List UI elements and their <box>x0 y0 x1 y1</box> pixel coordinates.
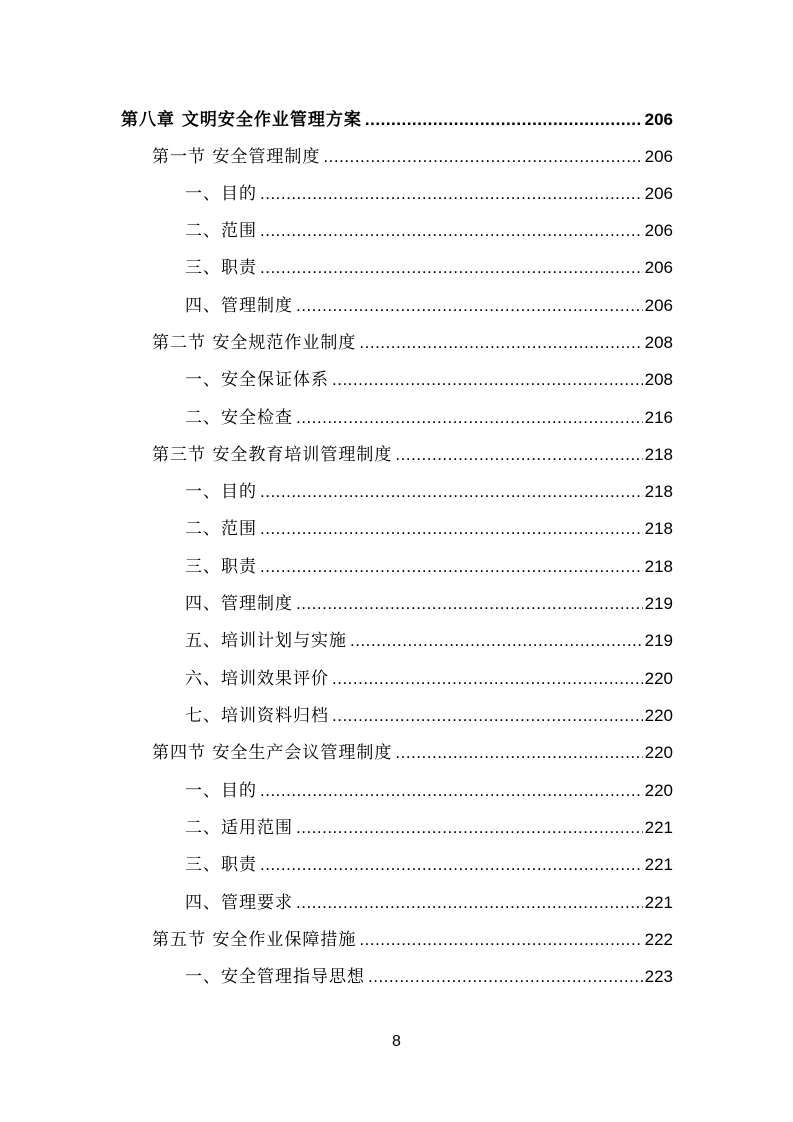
toc-entry-page: 219 <box>644 594 673 613</box>
toc-entry-page: 216 <box>644 408 673 427</box>
toc-leader-dots <box>260 780 643 802</box>
toc-entry-page: 218 <box>644 557 673 576</box>
toc-leader-dots <box>260 556 643 578</box>
toc-entry-label: 二、范围 <box>185 221 257 241</box>
toc-leader-dots <box>365 109 643 131</box>
toc-leader-dots <box>260 854 643 876</box>
toc-leader-dots <box>260 481 643 503</box>
toc-entry[interactable] <box>185 653 673 690</box>
toc-entry[interactable] <box>185 615 673 652</box>
page-number: 8 <box>392 1033 401 1050</box>
toc-entry[interactable] <box>185 765 673 802</box>
toc-entry[interactable] <box>185 839 673 876</box>
toc-entry[interactable] <box>152 429 673 466</box>
toc-leader-dots <box>296 892 643 914</box>
toc-entry-label: 一、目的 <box>185 482 257 502</box>
toc-entry-label: 第一节 安全管理制度 <box>152 147 321 167</box>
toc-entry-label: 第五节 安全作业保障措施 <box>152 930 357 950</box>
toc-leader-dots <box>296 593 643 615</box>
toc-entry-label: 二、适用范围 <box>185 818 293 838</box>
toc-entry-page: 221 <box>644 818 673 837</box>
toc-entry[interactable] <box>185 242 673 279</box>
toc-entry-label: 第八章 文明安全作业管理方案 <box>121 110 362 130</box>
toc-entry-label: 四、管理要求 <box>185 893 293 913</box>
toc-entry-page: 221 <box>644 893 673 912</box>
toc-entry[interactable] <box>185 802 673 839</box>
toc-leader-dots <box>332 668 643 690</box>
toc-leader-dots <box>260 183 643 205</box>
toc-entry-label: 四、管理制度 <box>185 296 293 316</box>
toc-entry-label: 三、职责 <box>185 855 257 875</box>
toc-entry-label: 一、安全管理指导思想 <box>185 967 365 987</box>
toc-entry[interactable] <box>185 354 673 391</box>
toc-entry-page: 208 <box>644 370 673 389</box>
toc-entry-label: 第二节 安全规范作业制度 <box>152 333 357 353</box>
toc-entry-label: 一、安全保证体系 <box>185 370 329 390</box>
toc-leader-dots <box>395 444 642 466</box>
toc-entry-label: 五、培训计划与实施 <box>185 631 347 651</box>
toc-leader-dots <box>296 295 643 317</box>
toc-leader-dots <box>359 929 642 951</box>
toc-entry[interactable] <box>185 578 673 615</box>
toc-leader-dots <box>296 817 643 839</box>
toc-entry[interactable] <box>152 727 673 764</box>
toc-entry-label: 四、管理制度 <box>185 594 293 614</box>
toc-entry-page: 206 <box>644 258 673 277</box>
toc-entry-page: 223 <box>644 967 673 986</box>
toc-entry[interactable] <box>185 951 673 988</box>
toc-leader-dots <box>260 518 643 540</box>
toc-entry-label: 七、培训资料归档 <box>185 706 329 726</box>
toc-leader-dots <box>260 220 643 242</box>
toc-entry[interactable] <box>185 503 673 540</box>
toc-entry[interactable] <box>121 94 673 131</box>
toc-entry-label: 一、目的 <box>185 781 257 801</box>
toc-entry-page: 206 <box>644 147 673 166</box>
toc-entry[interactable] <box>185 877 673 914</box>
toc-leader-dots <box>260 257 643 279</box>
toc-entry-page: 206 <box>644 296 673 315</box>
toc-entry[interactable] <box>185 280 673 317</box>
toc-leader-dots <box>359 332 642 354</box>
toc-leader-dots <box>395 742 642 764</box>
toc-entry-page: 219 <box>644 631 673 650</box>
toc-entry-label: 第三节 安全教育培训管理制度 <box>152 445 393 465</box>
toc-entry-page: 208 <box>644 333 673 352</box>
toc-entry-page: 206 <box>644 221 673 240</box>
toc-entry-label: 第四节 安全生产会议管理制度 <box>152 743 393 763</box>
toc-entry-page: 218 <box>644 482 673 501</box>
toc-entry-page: 220 <box>644 669 673 688</box>
toc-leader-dots <box>350 630 643 652</box>
toc-entry[interactable] <box>152 131 673 168</box>
toc-entry-page: 220 <box>644 706 673 725</box>
toc-entry-page: 218 <box>644 519 673 538</box>
toc-entry-label: 三、职责 <box>185 557 257 577</box>
toc-entry-page: 220 <box>644 781 673 800</box>
toc-entry[interactable] <box>185 392 673 429</box>
toc-entry[interactable] <box>185 168 673 205</box>
toc-entry-page: 218 <box>644 445 673 464</box>
toc-entry[interactable] <box>185 466 673 503</box>
toc-entry-page: 221 <box>644 855 673 874</box>
toc-entry-page: 206 <box>644 110 673 129</box>
toc-entry-page: 220 <box>644 743 673 762</box>
toc-leader-dots <box>296 407 643 429</box>
toc-entry-page: 206 <box>644 184 673 203</box>
toc-entry-label: 六、培训效果评价 <box>185 669 329 689</box>
toc-entry-label: 二、范围 <box>185 519 257 539</box>
toc-entry[interactable] <box>152 914 673 951</box>
toc-leader-dots <box>368 966 643 988</box>
toc-entry-label: 二、安全检查 <box>185 408 293 428</box>
toc-leader-dots <box>332 369 643 391</box>
toc-entry[interactable] <box>185 690 673 727</box>
toc-leader-dots <box>323 146 642 168</box>
toc-leader-dots <box>332 705 643 727</box>
toc-entry-page: 222 <box>644 930 673 949</box>
toc-entry[interactable] <box>152 317 673 354</box>
toc-entry[interactable] <box>185 205 673 242</box>
toc-entry[interactable] <box>185 541 673 578</box>
toc-entry-label: 三、职责 <box>185 258 257 278</box>
toc-entry-label: 一、目的 <box>185 184 257 204</box>
